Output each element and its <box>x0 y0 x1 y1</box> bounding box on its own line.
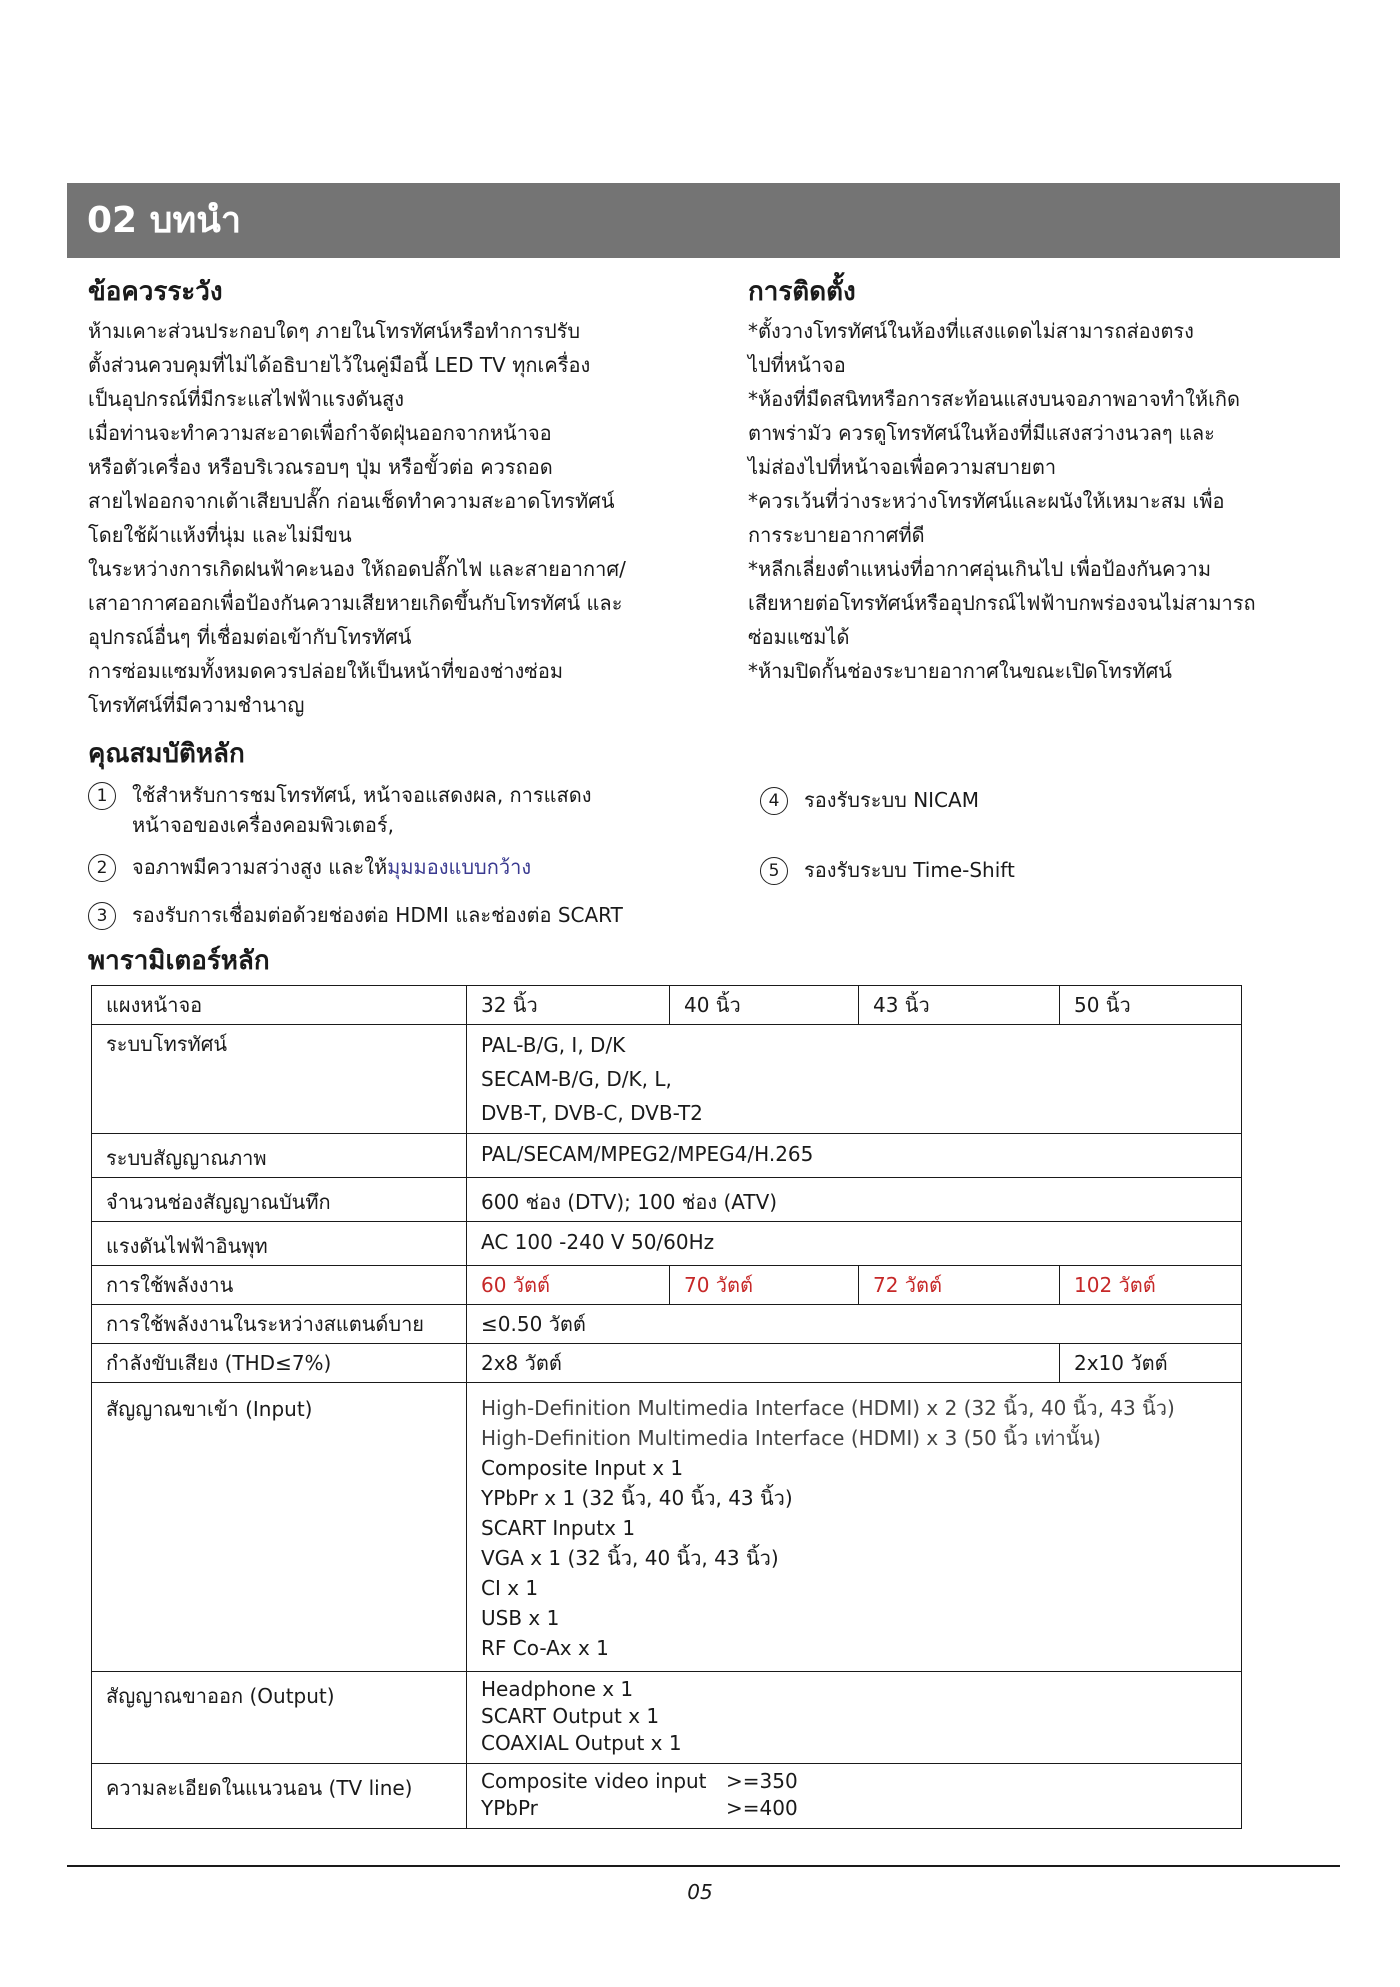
feature-item <box>88 780 591 840</box>
value-line: COAXIAL Output x 1 <box>481 1731 682 1755</box>
table-row <box>92 1672 1242 1764</box>
value-line: Composite Input x 1 <box>481 1456 684 1480</box>
value-line <box>481 1768 1227 1795</box>
row-label: สัญญาณขาเข้า (Input) <box>92 1383 467 1672</box>
power-cell: 72 วัตต์ <box>859 1266 1060 1305</box>
precautions-line: การซ่อมแซมทั้งหมดควรปล่อยให้เป็นหน้าที่ของช่างซ่อม <box>88 659 564 683</box>
value-line: RF Co-Ax x 1 <box>481 1636 609 1660</box>
footer-divider <box>67 1865 1340 1867</box>
feature-text-highlight: มุมมองแบบกว้าง <box>387 855 532 879</box>
feature-text: รองรับระบบ Time-Shift <box>804 858 1015 882</box>
section-title: 02 บทนำ <box>87 200 242 241</box>
installation-line: *ห้ามปิดกั้นช่องระบายอากาศในขณะเปิดโทรทัศน์ <box>748 659 1172 683</box>
installation-heading: การติดตั้ง <box>748 277 856 307</box>
row-label: จำนวนช่องสัญญาณบันทึก <box>92 1178 467 1222</box>
installation-line: เสียหายต่อโทรทัศน์หรืออุปกรณ์ไฟฟ้าบกพร่องจนไม่สามารถ <box>748 591 1256 615</box>
feature-text: หน้าจอของเครื่องคอมพิวเตอร์, <box>132 813 394 837</box>
precautions-line: ในระหว่างการเกิดฝนฟ้าคะนอง ให้ถอดปลั๊กไฟ และสายอากาศ/ <box>88 557 626 581</box>
installation-line: *ตั้งวางโทรทัศน์ในห้องที่แสงแดดไม่สามารถส่องตรง <box>748 319 1194 343</box>
installation-line: *หลีกเลี่ยงตำแหน่งที่อากาศอุ่นเกินไป เพื่อป้องกันความ <box>748 557 1212 581</box>
table-row <box>92 1025 1242 1134</box>
value-line <box>481 1795 1227 1822</box>
row-value: 2x8 วัตต์ <box>467 1344 1060 1383</box>
row-value: ≤0.50 วัตต์ <box>467 1305 1242 1344</box>
precautions-line: อุปกรณ์อื่นๆ ที่เชื่อมต่อเข้ากับโทรทัศน์ <box>88 625 412 649</box>
precautions-line: โดยใช้ผ้าแห้งที่นุ่ม และไม่มีขน <box>88 523 352 547</box>
feature-text: รองรับการเชื่อมต่อด้วยช่องต่อ HDMI และช่องต่อ SCART <box>132 903 623 927</box>
size-cell: 40 นิ้ว <box>670 986 859 1025</box>
row-label: แรงดันไฟฟ้าอินพุท <box>92 1222 467 1266</box>
table-row <box>92 1222 1242 1266</box>
power-cell: 60 วัตต์ <box>467 1266 670 1305</box>
row-value <box>467 1025 1242 1134</box>
installation-line: การระบายอากาศที่ดี <box>748 523 925 547</box>
installation-line: ไปที่หน้าจอ <box>748 353 846 377</box>
precautions-section <box>88 272 688 722</box>
row-value: 600 ช่อง (DTV); 100 ช่อง (ATV) <box>467 1178 1242 1222</box>
value-line: SECAM-B/G, D/K, L, <box>481 1067 672 1091</box>
value-line: SCART Inputx 1 <box>481 1516 636 1540</box>
installation-line: *ควรเว้นที่ว่างระหว่างโทรทัศน์และผนังให้เหมาะสม เพื่อ <box>748 489 1225 513</box>
power-cell: 70 วัตต์ <box>670 1266 859 1305</box>
table-row <box>92 1344 1242 1383</box>
precautions-line: ห้ามเคาะส่วนประกอบใดๆ ภายในโทรทัศน์หรือทำการปรับ <box>88 319 581 343</box>
feature-item <box>88 852 531 882</box>
value-line: YPbPr x 1 (32 นิ้ว, 40 นิ้ว, 43 นิ้ว) <box>481 1486 793 1510</box>
size-cell: 43 นิ้ว <box>859 986 1060 1025</box>
value-line: SCART Output x 1 <box>481 1704 660 1728</box>
precautions-heading: ข้อควรระวัง <box>88 277 223 307</box>
feature-item <box>760 785 979 815</box>
table-row <box>92 1178 1242 1222</box>
row-value <box>467 1764 1242 1829</box>
row-label: ระบบโทรทัศน์ <box>92 1025 467 1134</box>
precautions-line: ตั้งส่วนควบคุมที่ไม่ได้อธิบายไว้ในคู่มือนี้ LED TV ทุกเครื่อง <box>88 353 591 377</box>
row-value: 2x10 วัตต์ <box>1060 1344 1242 1383</box>
precautions-line: เสาอากาศออกเพื่อป้องกันความเสียหายเกิดขึ้นกับโทรทัศน์ และ <box>88 591 623 615</box>
resolution-value: >=400 <box>726 1796 798 1820</box>
feature-number: 2 <box>88 854 116 882</box>
row-value <box>467 1383 1242 1672</box>
size-cell: 32 นิ้ว <box>467 986 670 1025</box>
value-line: DVB-T, DVB-C, DVB-T2 <box>481 1101 703 1125</box>
params-heading: พารามิเตอร์หลัก <box>88 946 270 976</box>
feature-number: 3 <box>88 902 116 930</box>
row-label: ระบบสัญญาณภาพ <box>92 1134 467 1178</box>
row-label: สัญญาณขาออก (Output) <box>92 1672 467 1764</box>
row-label: กำลังขับเสียง (THD≤7%) <box>92 1344 467 1383</box>
installation-line: ตาพร่ามัว ควรดูโทรทัศน์ในห้องที่มีแสงสว่างนวลๆ และ <box>748 421 1215 445</box>
value-line: VGA x 1 (32 นิ้ว, 40 นิ้ว, 43 นิ้ว) <box>481 1546 779 1570</box>
feature-number: 5 <box>760 857 788 885</box>
table-row <box>92 986 1242 1025</box>
table-row <box>92 1305 1242 1344</box>
table-row <box>92 1383 1242 1672</box>
precautions-line: สายไฟออกจากเต้าเสียบปลั๊ก ก่อนเช็ดทำความสะอาดโทรทัศน์ <box>88 489 615 513</box>
row-value <box>467 1672 1242 1764</box>
value-line: Headphone x 1 <box>481 1677 634 1701</box>
page-number: 05 <box>687 1880 713 1904</box>
spec-table <box>91 985 1242 1829</box>
table-row <box>92 1134 1242 1178</box>
row-value: AC 100 -240 V 50/60Hz <box>467 1222 1242 1266</box>
feature-text: รองรับระบบ NICAM <box>804 788 979 812</box>
feature-text: ใช้สำหรับการชมโทรทัศน์, หน้าจอแสดงผล, การแสดง <box>132 783 592 807</box>
installation-line: ซ่อมแซมได้ <box>748 625 850 649</box>
row-label: การใช้พลังงาน <box>92 1266 467 1305</box>
features-heading: คุณสมบัติหลัก <box>88 739 245 769</box>
size-cell: 50 นิ้ว <box>1060 986 1242 1025</box>
precautions-line: หรือตัวเครื่อง หรือบริเวณรอบๆ ปุ่ม หรือขั้วต่อ ควรถอด <box>88 455 553 479</box>
feature-item <box>760 855 1015 885</box>
precautions-line: เป็นอุปกรณ์ที่มีกระแสไฟฟ้าแรงดันสูง <box>88 387 405 411</box>
table-row <box>92 1764 1242 1829</box>
installation-line: *ห้องที่มืดสนิทหรือการสะท้อนแสงบนจอภาพอาจทำให้เกิด <box>748 387 1241 411</box>
installation-section <box>748 272 1328 688</box>
resolution-value: >=350 <box>726 1769 798 1793</box>
feature-number: 4 <box>760 787 788 815</box>
value-line: CI x 1 <box>481 1576 539 1600</box>
row-label: แผงหน้าจอ <box>92 986 467 1025</box>
value-line: High-Definition Multimedia Interface (HDMI) x 2 (32 นิ้ว, 40 นิ้ว, 43 นิ้ว) <box>481 1396 1175 1420</box>
row-label: ความละเอียดในแนวนอน (TV line) <box>92 1764 467 1829</box>
feature-item <box>88 900 623 930</box>
row-label: การใช้พลังงานในระหว่างสแตนด์บาย <box>92 1305 467 1344</box>
installation-line: ไม่ส่องไปที่หน้าจอเพื่อความสบายตา <box>748 455 1057 479</box>
row-value: PAL/SECAM/MPEG2/MPEG4/H.265 <box>467 1134 1242 1178</box>
table-row <box>92 1266 1242 1305</box>
value-line: High-Definition Multimedia Interface (HDMI) x 3 (50 นิ้ว เท่านั้น) <box>481 1426 1101 1450</box>
feature-text: จอภาพมีความสว่างสูง และให้ <box>132 855 388 879</box>
value-line: PAL-B/G, I, D/K <box>481 1033 626 1057</box>
power-cell: 102 วัตต์ <box>1060 1266 1242 1305</box>
precautions-line: เมื่อท่านจะทำความสะอาดเพื่อกำจัดฝุ่นออกจากหน้าจอ <box>88 421 552 445</box>
feature-number: 1 <box>88 782 116 810</box>
section-banner <box>67 183 1340 258</box>
value-line: USB x 1 <box>481 1606 560 1630</box>
resolution-name: YPbPr <box>481 1796 538 1820</box>
precautions-line: โทรทัศน์ที่มีความชำนาญ <box>88 693 305 717</box>
resolution-name: Composite video input <box>481 1769 707 1793</box>
